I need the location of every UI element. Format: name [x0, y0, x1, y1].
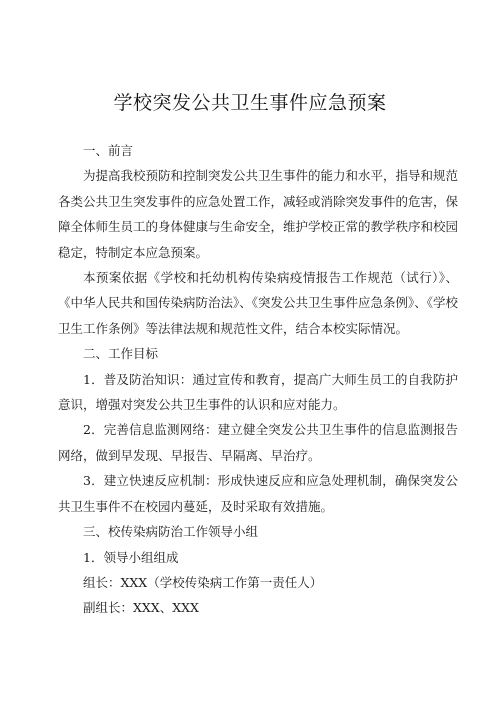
section-heading-preface: 一、前言 — [83, 143, 134, 158]
goal-item-2: 2．完善信息监测网络：建立健全突发公共卫生事件的信息监测报告网络，做到早发现、早报告、早隔离、早治疗。 — [58, 422, 458, 463]
goal-item-3: 3．建立快速反应机制：形成快速反应和应急处理机制，确保突发公共卫生事件不在校园内蔓延，及时采取有效措施。 — [58, 473, 458, 514]
goal-item-1: 1．普及防治知识：通过宣传和教育，提高广大师生员工的自我防护意识，增强对突发公共卫生事件的认识和应对能力。 — [58, 371, 458, 413]
leadership-subheading: 1．领导小组组成 — [83, 549, 179, 565]
section-heading-leadership: 三、校传染病防治工作领导小组 — [83, 524, 259, 540]
section-heading-goals: 二、工作目标 — [83, 346, 159, 362]
document-title: 学校突发公共卫生事件应急预案 — [113, 92, 387, 114]
preface-paragraph-1: 为提高我校预防和控制突发公共卫生事件的能力和水平，指导和规范各类公共卫生突发事件的应急处置工作，减轻或消除突发事件的危害，保障全体师生员工的身体健康与生命安全，维护学校正常的教学秩序和校园稳定，特制定本应急预案。 — [58, 168, 459, 260]
deputy-leader-line: 副组长：XXX、XXX — [83, 600, 199, 616]
document-body — [58, 138, 458, 621]
preface-paragraph-2: 本预案依据《学校和托幼机构传染病疫情报告工作规范（试行）》、《中华人民共和国传染病防治法》、《突发公共卫生事件应急条例》、《学校卫生工作条例》等法律法规和规范性文件，结合本校实际情况。 — [58, 270, 459, 336]
leader-line: 组长：XXX（学校传染病工作第一责任人） — [83, 574, 323, 590]
